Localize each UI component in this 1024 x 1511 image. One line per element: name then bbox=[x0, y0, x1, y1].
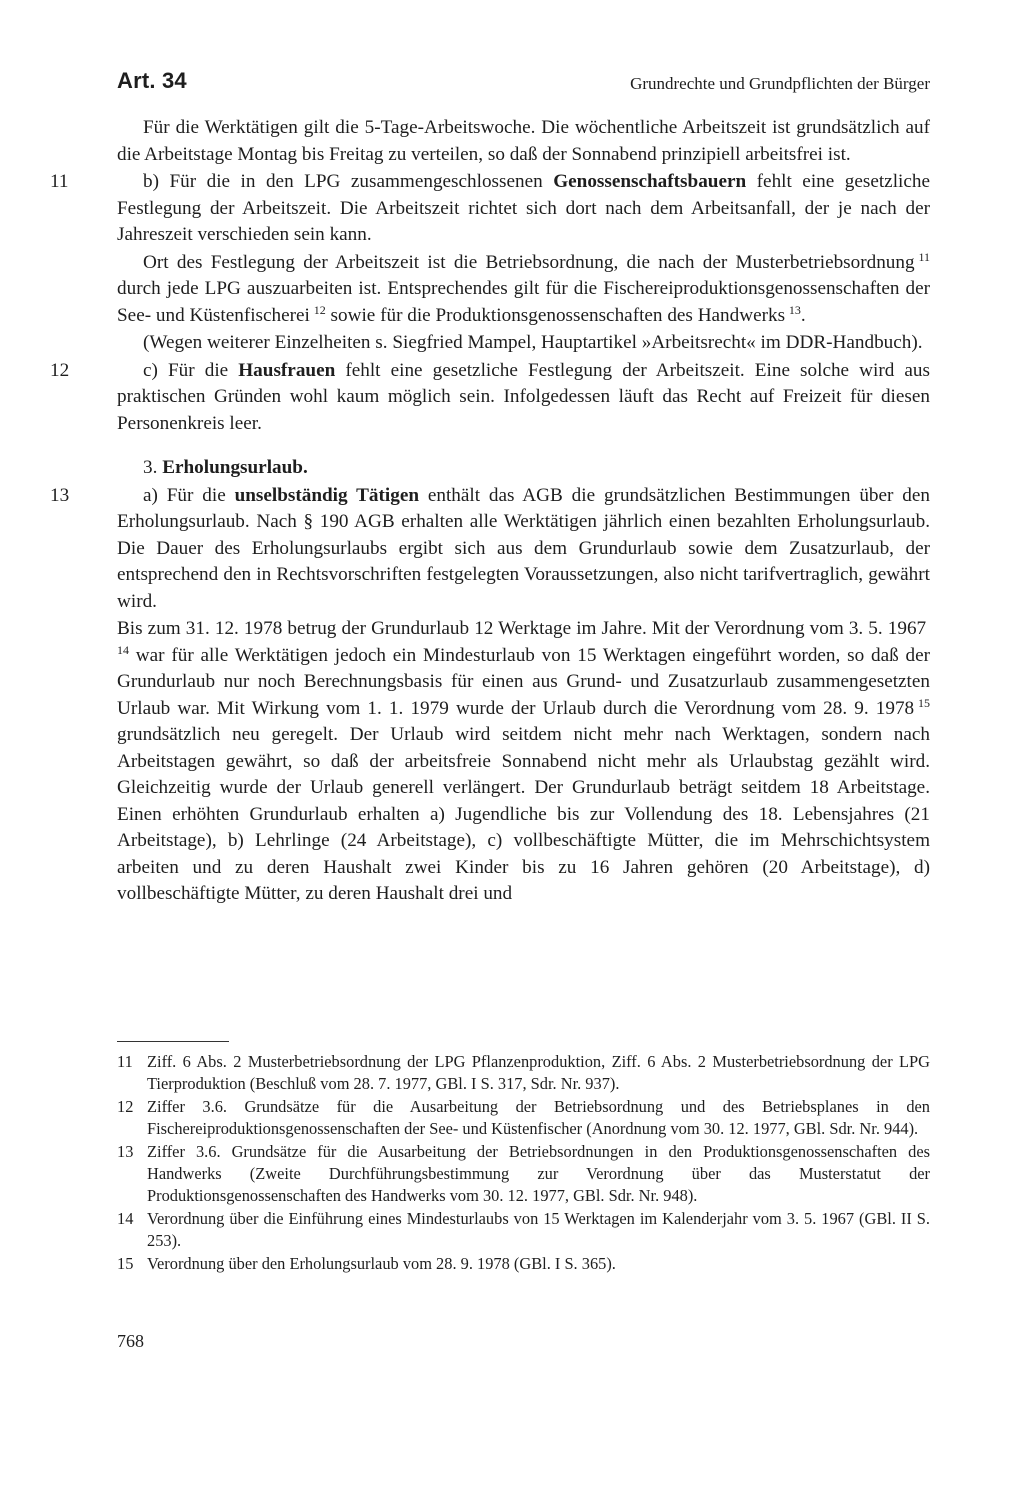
paragraph-text: durch jede LPG auszuarbeiten ist. Entsprechendes gilt für die Fischereiproduktionsgenossenschaften der See- und Küstenfischerei bbox=[117, 278, 930, 326]
paragraph-margin-13 bbox=[50, 483, 930, 616]
margin-number: 13 bbox=[50, 484, 70, 506]
paragraph-text: fehlt eine gesetzliche Festlegung der Arbeitszeit. Die Arbeitszeit richtet sich dort nach dem Arbeitsanfall, der je nach der Jahreszeit verschieden sein kann. bbox=[117, 171, 930, 245]
footnote-ref[interactable]: 11 bbox=[918, 249, 930, 264]
emphasis-term: Hausfrauen bbox=[238, 359, 336, 381]
footnote-item bbox=[117, 1096, 930, 1139]
footnote-text: Ziff. 6 Abs. 2 Musterbetriebsordnung der LPG Pflanzenproduktion, Ziff. 6 Abs. 2 Musterbetriebsordnung der LPG Tierproduktion (Beschluß vom 28. 7. 1977, GBl. I S. 317, Sdr. Nr. 937). bbox=[147, 1052, 930, 1093]
paragraph bbox=[117, 250, 930, 330]
section-heading bbox=[117, 455, 930, 482]
footnote-number: 13 bbox=[117, 1142, 134, 1162]
footnote-item bbox=[117, 1208, 930, 1251]
paragraph bbox=[117, 616, 930, 908]
margin-number: 12 bbox=[50, 359, 70, 381]
paragraph-margin-11 bbox=[50, 169, 930, 249]
footnote-text: Verordnung über die Einführung eines Mindesturlaubs von 15 Werktagen im Kalenderjahr vom 3. 5. 1967 (GBl. II S. 253). bbox=[147, 1209, 930, 1250]
paragraph-margin-12 bbox=[50, 358, 930, 438]
paragraph-text: Für die Werktätigen gilt die 5-Tage-Arbeitswoche. Die wöchentliche Arbeitszeit ist grundsätzlich auf die Arbeitstage Montag bis Freitag zu verteilen, so daß der Sonnabend prinzipiell arbeitsfrei ist. bbox=[117, 117, 930, 165]
footnote-number: 11 bbox=[117, 1052, 133, 1071]
paragraph-text: . bbox=[800, 304, 806, 326]
footnote-text: Verordnung über den Erholungsurlaub vom 28. 9. 1978 (GBl. I S. 365). bbox=[147, 1254, 616, 1274]
paragraph bbox=[117, 115, 930, 168]
page-number: 768 bbox=[117, 1331, 144, 1351]
paragraph-text: war für alle Werktätigen jedoch ein Mindesturlaub von 15 Werktagen eingeführt worden, so daß der Grundurlaub nur noch Berechnungsbasis für einen aus Grund- und Zusatzurlaub zusammengesetzten Urlaub war. Mit Wirkung vom 1. 1. 1979 wurde der Urlaub durch die Verordnung vom 28. 9. 1978 bbox=[117, 644, 930, 719]
footnote-divider bbox=[117, 1041, 229, 1042]
paragraph bbox=[117, 330, 930, 357]
footnote-ref[interactable]: 13 bbox=[788, 302, 801, 317]
footnotes bbox=[117, 1051, 930, 1277]
emphasis-term: unselbständig Tätigen bbox=[234, 484, 420, 506]
footnote-ref[interactable]: 14 bbox=[117, 642, 129, 657]
main-text bbox=[50, 115, 930, 908]
paragraph-text: c) Für die bbox=[143, 359, 239, 381]
footnote-ref[interactable]: 15 bbox=[918, 695, 930, 710]
emphasis-term: Genossenschaftsbauern bbox=[553, 171, 747, 192]
paragraph-text: fehlt eine gesetzliche Festlegung der Arbeitszeit. Eine solche wird aus praktischen Gründen wohl kaum möglich sein. Infolgedessen läuft das Recht auf Freizeit für diesen Personenkreis leer. bbox=[117, 359, 930, 434]
paragraph-text: (Wegen weiterer Einzelheiten s. Siegfried Mampel, Hauptartikel »Arbeitsrecht« im DDR-Handbuch). bbox=[143, 332, 923, 353]
paragraph-text: Bis zum 31. 12. 1978 betrug der Grundurlaub 12 Werktage im Jahre. Mit der Verordnung vom 3. 5. 1967 bbox=[117, 618, 927, 639]
section-title: Erholungsurlaub. bbox=[162, 457, 308, 478]
paragraph-text: grundsätzlich neu geregelt. Der Urlaub wird seitdem nicht mehr nach Werktagen, sondern nach Arbeitstagen gewährt, so daß der arbeitsfreie Sonnabend nicht mehr als Urlaubstag gezählt wird. Gleichzeitig wurde der Urlaub generell verlängert. Der Grundurlaub beträgt seitdem 18 Arbeitstage. Einen erhöhten Grundurlaub erhalten a) Jugendliche bis zur Vollendung des 18. Lebensjahres (21 Arbeitstage), b) Lehrlinge (24 Arbeitstage), c) vollbeschäftigte Mütter, die im Mehrschichtsystem arbeiten und zu deren Haushalt zwei Kinder bis zu 16 Jahren gehören (20 Arbeitstage), d) vollbeschäftigte Mütter, zu deren Haushalt drei und bbox=[117, 724, 930, 904]
running-title: Grundrechte und Grundpflichten der Bürger bbox=[630, 74, 930, 93]
footnote-item bbox=[117, 1141, 930, 1206]
section-number: 3. bbox=[143, 457, 163, 478]
footnote-number: 12 bbox=[117, 1097, 134, 1117]
footnote-text: Ziffer 3.6. Grundsätze für die Ausarbeitung der Betriebsordnung und des Betriebsplanes in den Fischereiproduktionsgenossenschaften der See- und Küstenfischer (Anordnung vom 30. 12. 1977, GBl. Sdr. Nr. 944). bbox=[147, 1097, 930, 1138]
paragraph-text: Ort des Festlegung der Arbeitszeit ist die Betriebsordnung, die nach der Musterbetriebsordnung bbox=[143, 251, 915, 273]
paragraph-text: sowie für die Produktionsgenossenschaften des Handwerks bbox=[325, 304, 786, 326]
footnote-item bbox=[117, 1253, 930, 1275]
paragraph-text: enthält das AGB die grundsätzlichen Bestimmungen über den Erholungsurlaub. Nach § 190 AGB erhalten alle Werktätigen jährlich einen bezahlten Erholungsurlaub. Die Dauer des Erholungsurlaubs ergibt sich aus dem Grundurlaub sowie dem Zusatzurlaub, der entsprechend den in Rechtsvorschriften festgelegten Voraussetzungen, also nicht tarifvertraglich, gewährt wird. bbox=[117, 484, 930, 612]
article-number: Art. 34 bbox=[117, 68, 187, 93]
footnote-text: Ziffer 3.6. Grundsätze für die Ausarbeitung der Betriebsordnungen in den Produktionsgenossenschaften des Handwerks (Zweite Durchführungsbestimmung zur Verordnung über das Musterstatut der Produktionsgenossenschaften des Handwerks vom 30. 12. 1977, GBl. Sdr. Nr. 948). bbox=[147, 1142, 930, 1205]
paragraph-text: a) Für die bbox=[143, 484, 235, 506]
footnote-ref[interactable]: 12 bbox=[313, 302, 326, 317]
footnote-item bbox=[117, 1051, 930, 1094]
footnote-number: 15 bbox=[117, 1254, 134, 1274]
paragraph-text: b) Für die in den LPG zusammengeschlossenen bbox=[143, 171, 554, 192]
margin-number: 11 bbox=[50, 171, 69, 192]
footnote-number: 14 bbox=[117, 1209, 134, 1229]
